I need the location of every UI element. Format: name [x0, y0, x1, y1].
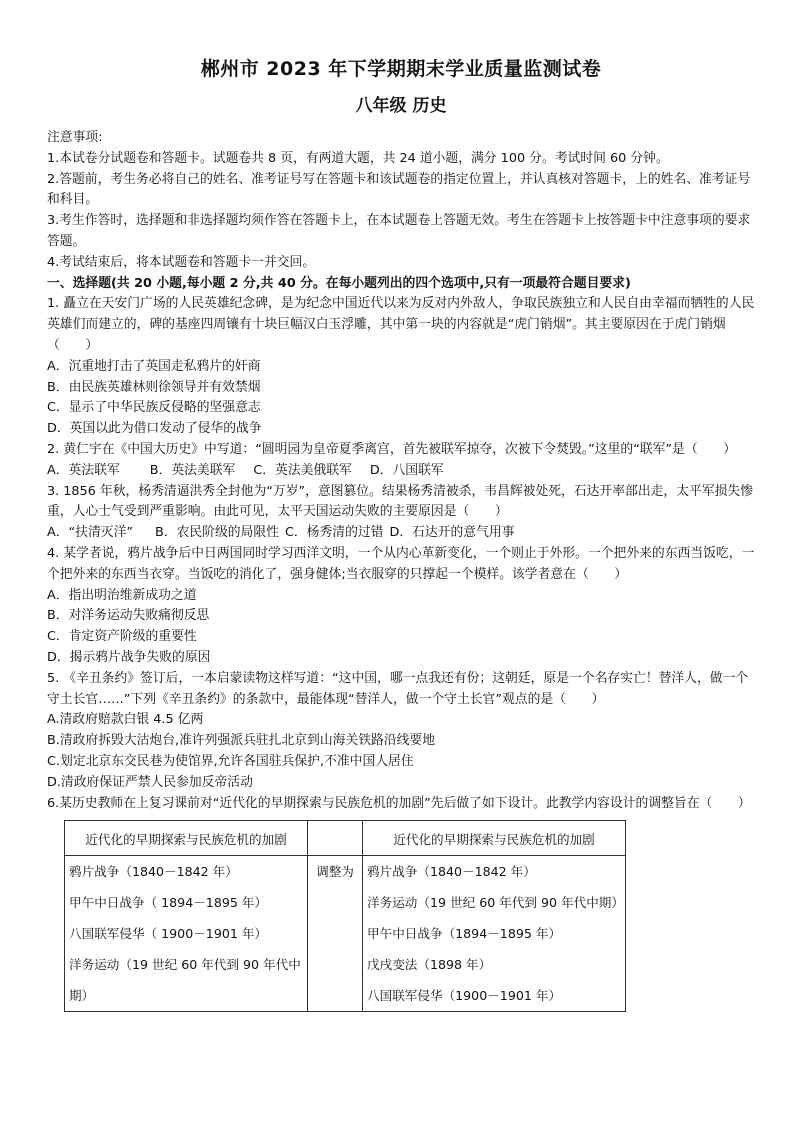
- option: D．英国以此为借口发动了侵华的战争: [47, 421, 262, 437]
- notice-item: 2.答题前，考生务必将自己的姓名、准考证号写在答题卡和该试题卷的指定位置上，并认真核对答题卡，上的姓名、准考证号和科目。: [47, 171, 751, 208]
- option: C．杨秀清的过错: [284, 525, 384, 541]
- option: A．指出明治维新成功之道: [47, 587, 197, 603]
- option: D.清政府保证严禁人民参加反帝活动: [47, 774, 253, 790]
- adjust-label: 调整为: [316, 864, 354, 880]
- list-item: 洋务运动（19 世纪 60 年代到 90 年代中期）: [367, 895, 624, 911]
- question-stem: 4. 某学者说，鸦片战争后中日两国同时学习西洋文明，一个从内心革新变化，一个则止于外形。一个把外来的东西当饭吃，一个把外来的东西当衣穿。当饭吃的消化了，强身健体;当衣服穿的只撑起一个模样。该学者意在（ ）: [47, 545, 755, 582]
- option: B．英法美联军: [149, 462, 236, 478]
- question-stem: 3. 1856 年秋，杨秀清逼洪秀全封他为“万岁”，意图篡位。结果杨秀清被杀，韦昌辉被处死，石达开率部出走，太平军损失惨重，人心士气受到严重影响。由此可见，太平天国运动失败的主要原因是（ ）: [47, 483, 754, 520]
- option: A.清政府赔款白银 4.5 亿两: [47, 712, 204, 728]
- options-row: [47, 461, 755, 482]
- list-item: 鸦片战争（1840－1842 年）: [367, 864, 536, 880]
- option: A．“扶清灭洋”: [47, 525, 133, 541]
- option: B.清政府拆毁大沽炮台,准许列强派兵驻扎北京到山海关铁路沿线要地: [47, 733, 436, 749]
- list-item: 八国联军侵华（ 1900－1901 年）: [69, 926, 268, 942]
- option: C．英法美俄联军: [253, 462, 352, 478]
- table-right-cell: [363, 856, 626, 1012]
- option: A．英法联军: [47, 462, 120, 478]
- question-stem: 1. 矗立在天安门广场的人民英雄纪念碑，是为纪念中国近代以来为反对内外敌人，争取民族独立和人民自由幸福而牺牲的人民英雄们而建立的，碑的基座四周镶有十块巨幅汉白玉浮雕，其中第一块的内容就是“虎门销烟”。其主要原因在于虎门销烟（ ）: [47, 296, 755, 353]
- list-item: 戊戌变法（1898 年）: [367, 957, 492, 973]
- list-item: 鸦片战争（1840－1842 年）: [69, 864, 238, 880]
- table-middle-cell: [308, 856, 363, 1012]
- exam-subtitle: 八年级 历史: [355, 96, 447, 116]
- question-stem: 2. 黄仁宇在《中国大历史》中写道：“圆明园为皇帝夏季离宫，首先被联军掠夺，次被下令焚毁。”这里的“联军”是（ ）: [47, 441, 737, 457]
- list-item: 期）: [69, 988, 95, 1004]
- option: B．对洋务运动失败痛彻反思: [47, 608, 210, 624]
- option: B．由民族英雄林则徐领导并有效禁烟: [47, 379, 261, 395]
- question-stem: 6.某历史教师在上复习课前对“近代化的早期探索与民族危机的加剧”先后做了如下设计。此教学内容设计的调整旨在（ ）: [47, 795, 751, 811]
- notice-heading: 注意事项:: [47, 130, 103, 145]
- notice-item: 1.本试卷分试题卷和答题卡。试题卷共 8 页，有两道大题，共 24 道小题，满分 100 分。考试时间 60 分钟。: [47, 150, 669, 166]
- list-item: 甲午中日战争（1894－1895 年）: [367, 926, 562, 942]
- list-item: 甲午中日战争（ 1894－1895 年）: [69, 895, 268, 911]
- option: C．肯定资产阶级的重要性: [47, 629, 197, 645]
- table-left-cell: [65, 856, 308, 1012]
- notice-item: 4.考试结束后，将本试题卷和答题卡一并交回。: [47, 254, 316, 270]
- option: C.划定北京东交民巷为使馆界,允许各国驻兵保护,不准中国人居住: [47, 753, 414, 769]
- list-item: 洋务运动（19 世纪 60 年代到 90 年代中: [69, 957, 301, 973]
- question-stem: 5. 《辛丑条约》签订后，一本启蒙读物这样写道：“这中国，哪一点我还有份；这朝廷，原是一个名存实亡！替洋人，做一个守土长官……”下列《辛丑条约》的条款中，最能体现“替洋人，做一个守土长官”观点的是（ ）: [47, 670, 749, 707]
- option: A．沉重地打击了英国走私鸦片的奸商: [47, 358, 261, 374]
- options-row: [47, 523, 755, 544]
- section-heading: 一、选择题(共 20 小题,每小题 2 分,共 40 分。在每小题列出的四个选项中,只有一项最符合题目要求): [47, 275, 631, 291]
- exam-page: [47, 52, 755, 1012]
- table-header-right: 近代化的早期探索与民族危机的加剧: [363, 821, 626, 856]
- option: D．揭示鸦片战争失败的原因: [47, 649, 211, 665]
- notice-item: 3.考生作答时，选择题和非选择题均须作答在答题卡上，在本试题卷上答题无效。考生在答题卡上按答题卡中注意事项的要求答题。: [47, 213, 751, 249]
- option: B．农民阶级的局限性: [155, 525, 279, 541]
- comparison-table: [64, 820, 626, 1012]
- table-header-middle: [308, 821, 363, 856]
- table-header-left: 近代化的早期探索与民族危机的加剧: [65, 821, 308, 856]
- exam-title: 郴州市 2023 年下学期期末学业质量监测试卷: [200, 58, 602, 80]
- option: D．石达开的意气用事: [389, 525, 515, 541]
- list-item: 八国联军侵华（1900－1901 年）: [367, 988, 562, 1004]
- option: D．八国联军: [369, 462, 444, 478]
- option: C．显示了中华民族反侵略的坚强意志: [47, 400, 261, 416]
